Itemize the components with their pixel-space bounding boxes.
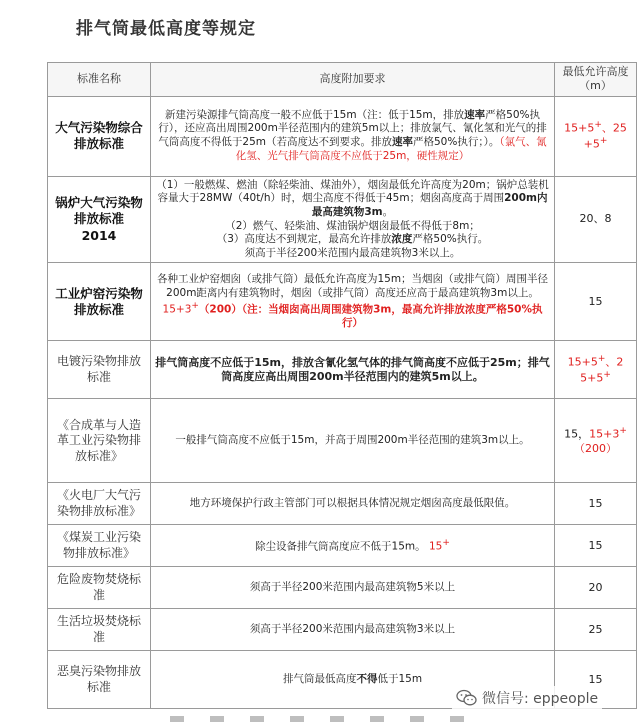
- height-requirement: 新建污染源排气筒高度一般不应低于15m（注：低于15m，排放速率严格50%执行），还应高出周围200m半径范围内的建筑5m以上；排放氯气、氰化氢和光气的排气筒高度不得低于25m（若高度达不到要求。排放速率严格50%执行；）。（氯气、氰化氢、光气排气筒高度不应低于25m，硬性规定）: [151, 96, 555, 176]
- standard-name: 工业炉窑污染物排放标准: [48, 263, 151, 341]
- height-requirement: （1）一般燃煤、燃油（除轻柴油、煤油外），烟囱最低允许高度为20m；锅炉总装机容量大于28MW（40t/h）时，烟尘高度不得低于45m；烟囱高度高于周围200m内最高建筑物3m。 （2）燃气、轻柴油、煤油锅炉烟囱最低不得低于8m； （3）高度达不到规定，最高允许排放浓度严格50%执行。 须高于半径200米范围内最高建筑物3米以上。: [151, 176, 555, 263]
- wechat-watermark: [452, 686, 602, 710]
- min-height: 15+5+、25 +5+: [555, 96, 637, 176]
- header-standard-name: 标准名称: [48, 63, 151, 97]
- standard-name: 《煤炭工业污染物排放标准》: [48, 525, 151, 567]
- height-requirement: 须高于半径200米范围内最高建筑物5米以上: [151, 567, 555, 609]
- header-min-height: 最低允许高度（m）: [555, 63, 637, 97]
- table-row: [48, 96, 637, 176]
- wechat-icon: [456, 689, 478, 707]
- table-row: [48, 341, 637, 399]
- standard-name: 《合成革与人造革工业污染物排放标准》: [48, 399, 151, 483]
- height-requirement: 各种工业炉窑烟囱（或排气筒）最低允许高度为15m；当烟囱（或排气筒）周围半径200m距离内有建筑物时，烟囱（或排气筒）高度还应高于最高建筑物3m以上。15+3+（200）（注：当烟囱高出周围建筑物3m，最高允许排放浓度严格50%执行）: [151, 263, 555, 341]
- min-height: 20、8: [555, 176, 637, 263]
- min-height: 15+5+、2 5+5+: [555, 341, 637, 399]
- table-row: [48, 483, 637, 525]
- table-row: [48, 525, 637, 567]
- height-requirement: 须高于半径200米范围内最高建筑物3米以上: [151, 609, 555, 651]
- height-requirement: 一般排气筒高度不应低于15m，并高于周围200m半径范围的建筑3m以上。: [151, 399, 555, 483]
- height-requirement: 排气筒最低高度不得低于15m: [151, 651, 555, 709]
- min-height: 15: [555, 483, 637, 525]
- min-height: 15，15+3+ （200）: [555, 399, 637, 483]
- bottom-divider: [170, 716, 470, 722]
- standard-name: 锅炉大气污染物 排放标准 2014: [48, 176, 151, 263]
- standards-table: [47, 62, 637, 709]
- standard-name: 恶臭污染物排放标准: [48, 651, 151, 709]
- min-height: 15: [555, 263, 637, 341]
- min-height: 25: [555, 609, 637, 651]
- height-requirement: 排气筒高度不应低于15m，排放含氰化氢气体的排气筒高度不应低于25m；排气筒高度应高出周围200m半径范围内的建筑5m以上。: [151, 341, 555, 399]
- table-header-row: [48, 63, 637, 97]
- table-row: [48, 567, 637, 609]
- standard-name: 电镀污染物排放标准: [48, 341, 151, 399]
- standard-name: 《火电厂大气污染物排放标准》: [48, 483, 151, 525]
- min-height: 15: [555, 651, 637, 709]
- standard-name: 生活垃圾焚烧标准: [48, 609, 151, 651]
- table-row: [48, 176, 637, 263]
- height-requirement: 除尘设备排气筒高度应不低于15m。 15+: [151, 525, 555, 567]
- table-row: [48, 399, 637, 483]
- min-height: 20: [555, 567, 637, 609]
- page-title: 排气筒最低高度等规定: [76, 19, 256, 39]
- header-height-requirement: 高度附加要求: [151, 63, 555, 97]
- watermark-text: 微信号: eppeople: [482, 691, 599, 707]
- table-row: [48, 263, 637, 341]
- height-requirement: 地方环境保护行政主管部门可以根据具体情况规定烟囱高度最低限值。: [151, 483, 555, 525]
- standard-name: 大气污染物综合排放标准: [48, 96, 151, 176]
- standard-name: 危险废物焚烧标准: [48, 567, 151, 609]
- table-row: [48, 609, 637, 651]
- min-height: 15: [555, 525, 637, 567]
